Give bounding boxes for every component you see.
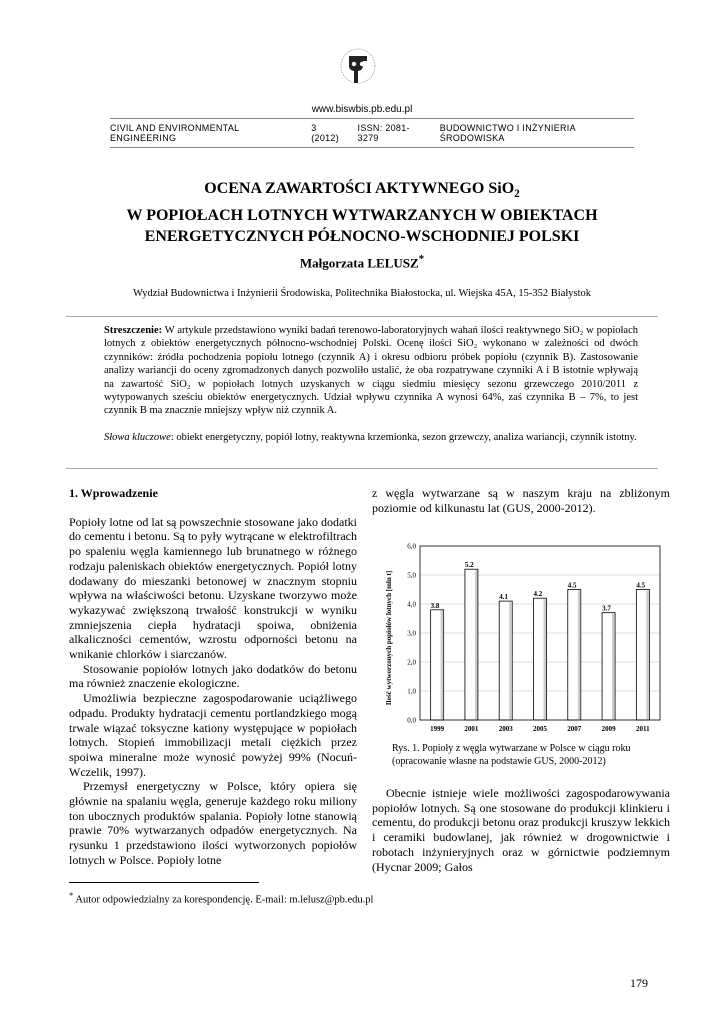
- journal-header: [110, 118, 634, 148]
- x-tick-label: 2007: [567, 725, 582, 733]
- author-name: Małgorzata LELUSZ: [299, 255, 419, 271]
- right-column-top: [372, 486, 670, 515]
- y-tick-label: 6,0: [407, 542, 416, 551]
- paragraph: z węgla wytwarzane są w naszym kraju na zbliżonym poziomie od kilkunastu lat (GUS, 2000-2012).: [372, 486, 670, 515]
- y-tick-label: 3,0: [407, 629, 416, 638]
- bar-value-label: 3.7: [602, 604, 611, 613]
- bar-value-label: 4.1: [499, 593, 508, 602]
- journal-name-pl: BUDOWNICTWO I INŻYNIERIA ŚRODOWISKA: [439, 123, 576, 143]
- bar-value-label: 5.2: [464, 561, 474, 570]
- paragraph: Przemysł energetyczny w Polsce, który opiera się głównie na spalaniu węgla, generuje każdego roku miliony ton ubocznych produktów spalania. Popioły lotne stanowią prawie 70% wytwarzanych odpadów energetycznych. Na rysunku 1 przedstawiono ilości wytworzonych popiołów lotnych w Polsce. Popioły lotne: [69, 779, 357, 867]
- right-column-bottom: [372, 786, 670, 874]
- figure-caption: Rys. 1. Popioły z węgla wytwarzane w Polsce w ciągu roku (opracowanie własne na podstawie GUS, 2000-2012): [392, 743, 631, 767]
- title-line-3: ENERGETYCZNYCH PÓŁNOCNO-WSCHODNIEJ POLSKI: [144, 228, 580, 246]
- bar-shade: [544, 599, 547, 720]
- fly-ash-chart: [380, 538, 670, 738]
- abstract: [104, 324, 638, 418]
- bar-value-label: 4.5: [636, 581, 646, 590]
- footnote-rule: [69, 882, 259, 883]
- x-tick-label: 2001: [464, 725, 479, 733]
- bar-shade: [509, 602, 512, 720]
- section-heading: 1. Wprowadzenie: [69, 486, 158, 500]
- journal-name-en: CIVIL AND ENVIRONMENTAL ENGINEERING: [110, 123, 240, 143]
- affiliation: Wydział Budownictwa i Inżynierii Środowiska, Politechnika Białostocka, ul. Wiejska 45A, 15-352 Białystok: [132, 288, 592, 299]
- bar-shade: [612, 614, 615, 720]
- bar-value-label: 3.8: [430, 601, 440, 610]
- bar-shade: [441, 611, 444, 720]
- x-tick-label: 2009: [601, 725, 616, 733]
- keywords-label: Słowa kluczowe: [104, 432, 171, 443]
- y-tick-label: 2,0: [407, 658, 416, 667]
- divider: [66, 316, 658, 317]
- y-axis-label: Ilość wytworzonych popiołów lotnych [mln t]: [385, 570, 393, 706]
- footnote: [69, 890, 569, 906]
- bar-value-label: 4.5: [567, 581, 577, 590]
- abstract-text: W artykule przedstawiono wyniki badań terenowo-laboratoryjnych wahań ilości reaktywnego SiO₂ w popiołach lotnych z obiektów energetycznych północno-wschodniej Polski. Ocenę ilości SiO₂ wykonano w zależności od dwóch czynników: źródła pochodzenia popiołu lotnego (czynnik A) i okresu odbioru próbek popiołu (czynnik B). Zastosowanie analizy wariancji do oceny zgromadzonych danych pozwoliło ustalić, że oba rozpatrywane czynniki A i B istotnie wpływają na zawartość SiO₂ w popiołach lotnych uzyskanych w ciągu siedmiu miesięcy sezonu grzewczego 2010/2011 z wytypowanych sześciu obiektów energetycznych. Udział wpływu czynnika A wynosi 64%, zaś czynnika B – 7%, to jest czynnik B ma znacznie mniejszy wpływ niż czynnik A.: [104, 325, 638, 417]
- author: [0, 253, 724, 271]
- university-logo: [338, 46, 378, 90]
- keywords-text: : obiekt energetyczny, popiół lotny, reaktywna krzemionka, sezon grzewczy, analiza wariancji, czynnik istotny.: [170, 432, 637, 443]
- bar-shade: [646, 591, 649, 721]
- x-tick-label: 2005: [533, 725, 547, 733]
- divider: [66, 468, 658, 469]
- paragraph: Obecnie istnieje wiele możliwości zagospodarowywania popiołów lotnych. Są one stosowane do produkcji klinkieru i cementu, do produkcji betonu oraz produkcji kruszyw lekkich i ceramiki budowlanej, jak również w drogownictwie i robotach inżynieryjnych oraz w górnictwie podziemnym (Hycnar 2009; Gałos: [372, 786, 670, 874]
- title-subscript: 2: [514, 188, 520, 201]
- y-tick-label: 5,0: [407, 571, 416, 580]
- x-ticks: [430, 725, 650, 733]
- y-tick-label: 4,0: [407, 600, 416, 609]
- y-ticks: [407, 543, 416, 725]
- issue: 3 (2012): [311, 123, 340, 143]
- y-tick-label: 1,0: [407, 687, 416, 696]
- x-tick-label: 2003: [498, 725, 513, 733]
- bar-shade: [475, 570, 478, 720]
- title-line-2: W POPIOŁACH LOTNYCH WYTWARZANYCH W OBIEKTACH: [126, 207, 598, 225]
- x-tick-label: 1999: [430, 725, 445, 733]
- left-column: [69, 486, 357, 868]
- bar-value-label: 4.2: [533, 590, 543, 599]
- issn: ISSN: 2081-3279: [357, 123, 410, 143]
- title-line-1: OCENA ZAWARTOŚCI AKTYWNEGO SiO: [204, 180, 515, 197]
- journal-url[interactable]: www.biswbis.pb.edu.pl: [311, 104, 413, 115]
- paper-title: [60, 178, 664, 247]
- abstract-label: Streszczenie:: [104, 325, 163, 336]
- bar-shade: [578, 591, 581, 721]
- author-mark: *: [418, 253, 425, 265]
- footnote-text: Autor odpowiedzialny za korespondencję. E-mail: m.lelusz@pb.edu.pl: [73, 894, 374, 906]
- y-tick-label: 0,0: [407, 716, 416, 725]
- paragraph: Stosowanie popiołów lotnych jako dodatków do betonu ma również znaczenie ekologiczne.: [69, 661, 357, 691]
- footnote-mark: *: [69, 890, 74, 900]
- keywords: [104, 431, 638, 444]
- paragraph: Popioły lotne od lat są powszechnie stosowane jako dodatki do cementu i betonu. Są to pyły wytrącane w elektrofiltrach po spaleniu węgla kamiennego lub brunatnego w różnego rodzaju paleniskach obiektów energetycznych. Popiół lotny dodawany do mieszanki betonowej w znacznym stopniu wpływa na właściwości betonu. Uzyskane tworzywo może wykazywać zwiększoną trwałość konstrukcji w wyniku zmniejszenia ciepła hydratacji spoiwa, obniżenia alkaliczności cementów, wzrostu odporności betonu na wnikanie chlorków i siarczanów.: [69, 514, 357, 662]
- x-tick-label: 2011: [636, 725, 650, 733]
- paragraph: Umożliwia bezpieczne zagospodarowanie uciążliwego odpadu. Produkty hydratacji cementu portlandzkiego mogą trwale wiązać toksyczne kationy występujące w popiołach lotnych. Stopień immobilizacji metali ciężkich przez spoiwa mineralne może wynosić powyżej 99% (Nocuń-Wczelik, 1997).: [69, 691, 357, 779]
- page-number: 179: [630, 976, 648, 990]
